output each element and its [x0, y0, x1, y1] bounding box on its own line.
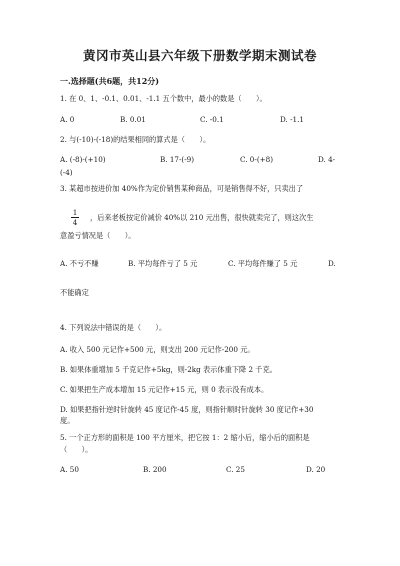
question-4-option-a: A. 收入 500 元记作+500 元，则支出 200 元记作-200 元。	[60, 345, 255, 354]
question-3-option-d: D.	[328, 259, 336, 268]
fraction-denominator: 4	[72, 218, 78, 227]
fraction-numerator: 1	[72, 208, 78, 217]
question-3-option-c: C. 平均每件赚了 5 元	[228, 259, 298, 268]
question-3-line-3: 意盈亏情况是（ ）。	[60, 231, 136, 240]
question-5-line-1: 5. 一个正方形的面积是 100 平方厘米，把它按 1：2 缩小后，缩小后的面积是	[60, 433, 310, 442]
question-4-option-b: B. 如果体重增加 5 千克记作+5kg，则-2kg 表示体重下降 2 千克。	[60, 365, 277, 374]
question-2-option-c: C. 0-(+8)	[240, 155, 274, 164]
question-2-option-d: D. 4-	[318, 155, 336, 164]
question-1-option-b: B. 0.01	[120, 115, 146, 124]
question-2-text: 2. 与(-10)-(-18)的结果相同的算式是（ ）。	[60, 135, 211, 144]
question-1-option-c: C. -0.1	[200, 115, 224, 124]
question-1-text: 1. 在 0、1、-0.1、0.01、-1.1 五个数中，最小的数是（ ）。	[60, 94, 267, 103]
question-2-option-a: A. (-8)-(+10)	[60, 155, 106, 164]
question-4-option-c: C. 如果把生产成本增加 15 元记作+15 元，则 0 表示没有成本。	[60, 385, 269, 394]
question-5-option-c: C. 25	[226, 465, 245, 474]
question-4-option-d-continued: 度。	[60, 416, 75, 425]
question-1-option-d: D. -1.1	[280, 115, 304, 124]
question-4-option-d: D. 如果把指针逆时针旋转 45 度记作-45 度，则指针顺时针旋转 30 度记作+30	[60, 405, 314, 414]
question-1-option-a: A. 0	[60, 115, 75, 124]
question-5-option-b: B. 200	[143, 465, 167, 474]
question-2-option-d-continued: (-4)	[60, 168, 73, 177]
question-3-line-1: 3. 某超市按进价加 40%作为定价销售某种商品，可是销售得不好，只卖出了	[60, 184, 304, 193]
question-2-option-b: B. 17-(-9)	[160, 155, 195, 164]
question-5-option-a: A. 50	[60, 465, 79, 474]
question-3-line-2: ，后来老板按定价减价 40%以 210 元出售，很快就卖完了，则这次生	[90, 213, 314, 222]
fraction-one-quarter	[70, 208, 80, 227]
question-3-option-d-continued: 不能确定	[60, 288, 89, 297]
question-5-option-d: D. 20	[306, 465, 326, 474]
question-4-text: 4. 下列说法中错误的是（ ）。	[60, 323, 167, 332]
section-heading: 一.选择题(共6题，共12分)	[60, 76, 160, 86]
page-title: 黄冈市英山县六年级下册数学期末测试卷	[82, 48, 317, 63]
question-5-line-2: （ ）。	[60, 445, 93, 454]
question-3-option-a: A. 不亏不赚	[60, 259, 99, 268]
question-3-option-b: B. 平均每件亏了 5 元	[128, 259, 198, 268]
